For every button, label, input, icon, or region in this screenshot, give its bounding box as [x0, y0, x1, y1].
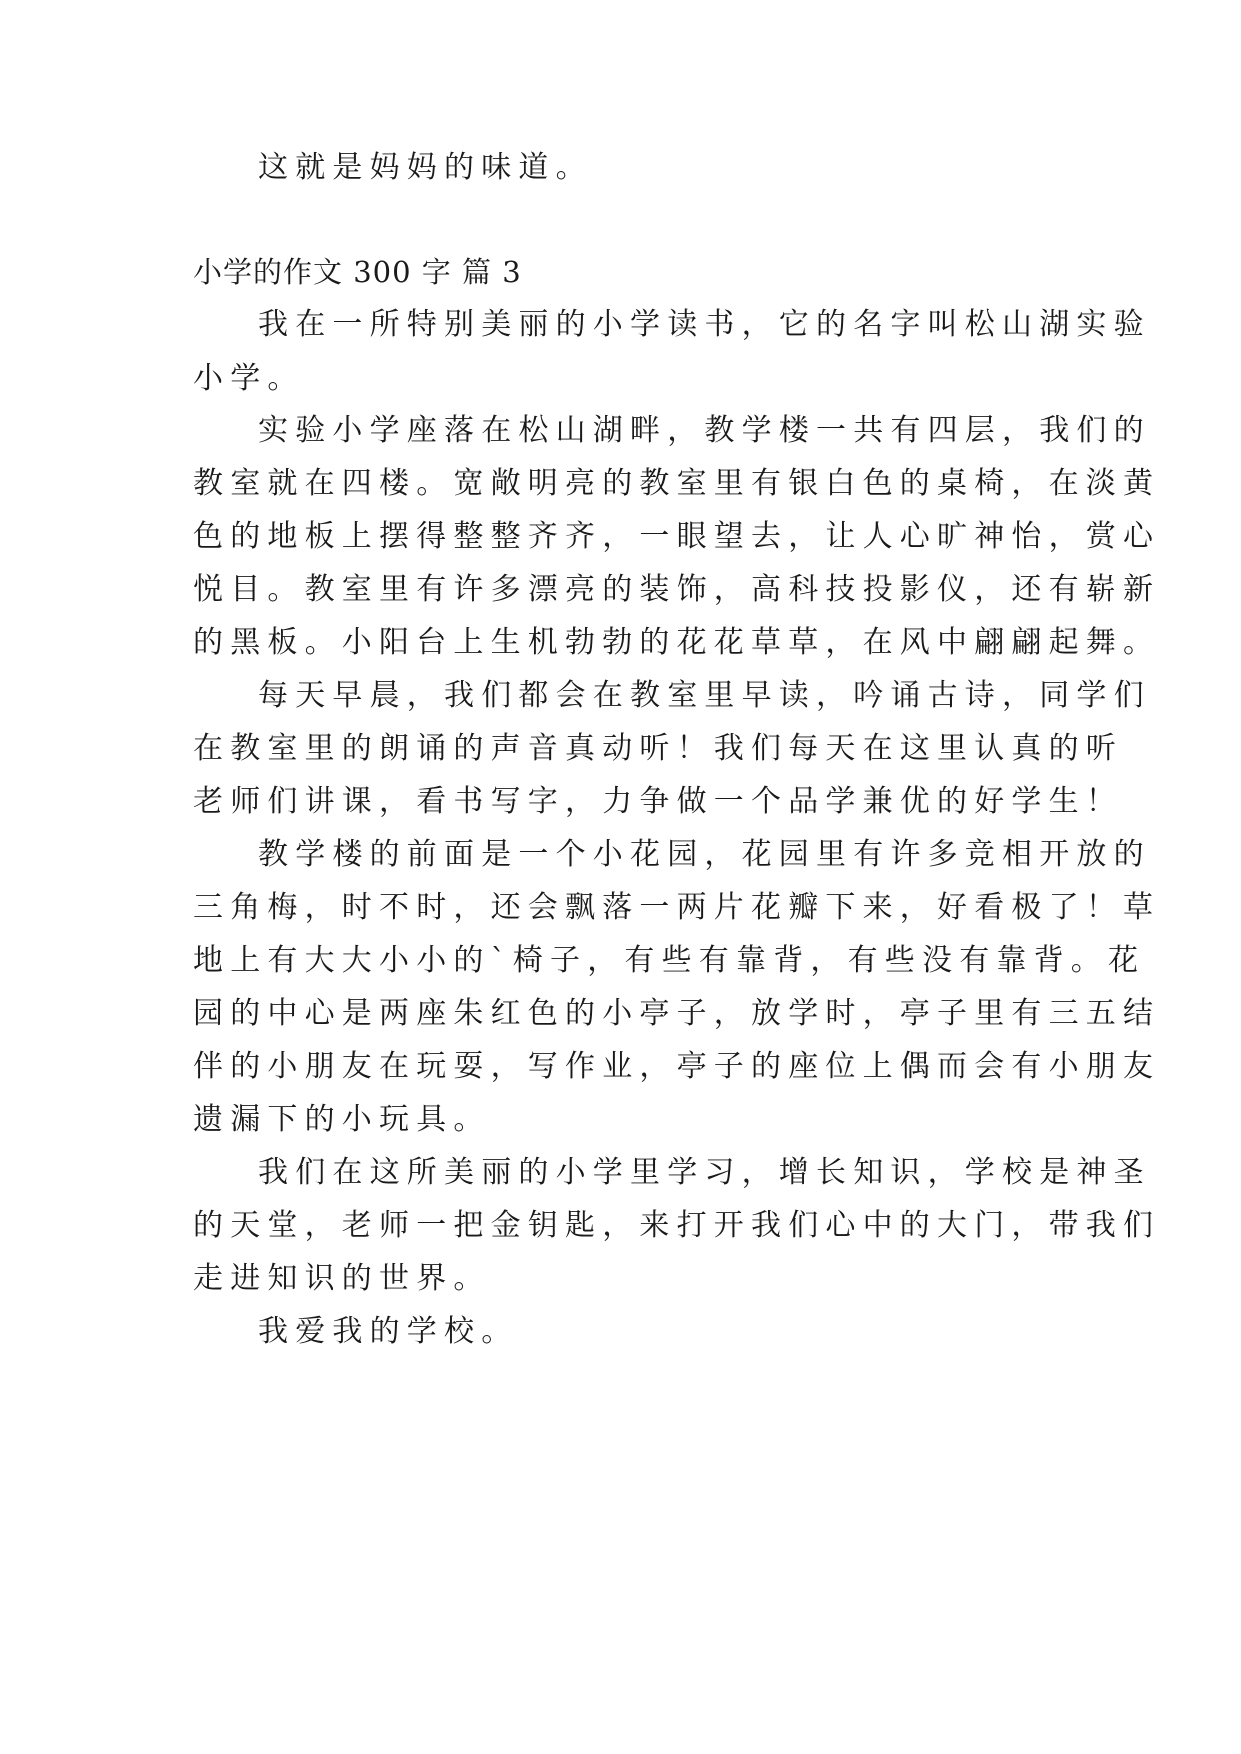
text-line: 老师们讲课，看书写字，力争做一个品学兼优的好学生！: [193, 784, 1123, 819]
closing-line: 我爱我的学校。: [258, 1314, 519, 1349]
opening-line: 这就是妈妈的味道。: [258, 150, 593, 185]
text-line: 走进知识的世界。: [193, 1261, 491, 1296]
text-line: 的天堂，老师一把金钥匙，来打开我们心中的大门，带我们: [193, 1208, 1161, 1243]
section-title: 小学的作文 300 字 篇 3: [193, 255, 522, 289]
text-line: 在教室里的朗诵的声音真动听！我们每天在这里认真的听: [193, 731, 1123, 766]
text-line: 我们在这所美丽的小学里学习，增长知识，学校是神圣: [258, 1155, 1151, 1190]
text-line: 教室就在四楼。宽敞明亮的教室里有银白色的桌椅，在淡黄: [193, 466, 1161, 501]
text-line: 地上有大大小小的`椅子，有些有靠背，有些没有靠背。花: [193, 943, 1146, 978]
text-line: 教学楼的前面是一个小花园，花园里有许多竞相开放的: [258, 837, 1151, 872]
text-line: 三角梅，时不时，还会飘落一两片花瓣下来，好看极了！草: [193, 890, 1161, 925]
text-line: 小学。: [193, 361, 305, 396]
text-line: 遗漏下的小玩具。: [193, 1102, 491, 1137]
text-line: 每天早晨，我们都会在教室里早读，吟诵古诗，同学们: [258, 678, 1151, 713]
text-line: 我在一所特别美丽的小学读书，它的名字叫松山湖实验: [258, 307, 1151, 342]
text-line: 实验小学座落在松山湖畔，教学楼一共有四层，我们的: [258, 413, 1151, 448]
text-line: 伴的小朋友在玩耍，写作业，亭子的座位上偶而会有小朋友: [193, 1049, 1161, 1084]
text-line: 色的地板上摆得整整齐齐，一眼望去，让人心旷神怡，赏心: [193, 519, 1161, 554]
text-line: 悦目。教室里有许多漂亮的装饰，高科技投影仪，还有崭新: [193, 572, 1161, 607]
text-line: 园的中心是两座朱红色的小亭子，放学时，亭子里有三五结: [193, 996, 1161, 1031]
text-line: 的黑板。小阳台上生机勃勃的花花草草，在风中翩翩起舞。: [193, 625, 1161, 660]
